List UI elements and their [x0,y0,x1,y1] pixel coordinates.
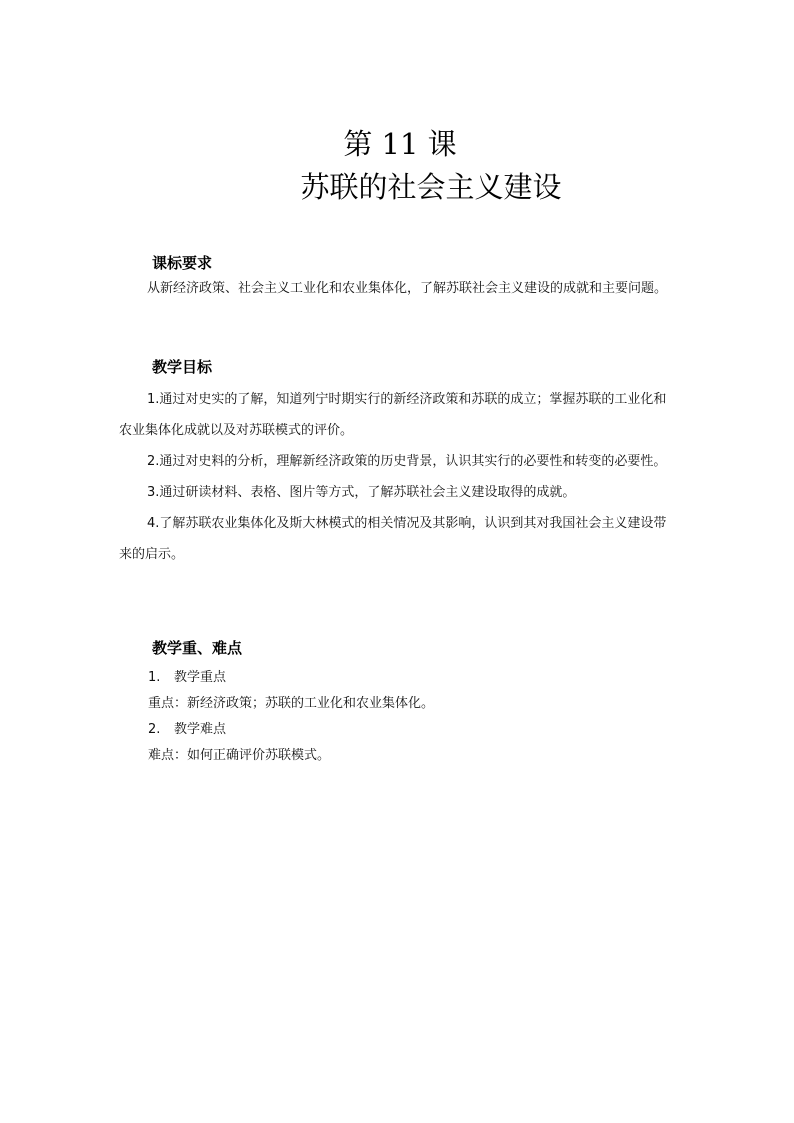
difficulty-text: 难点：如何正确评价苏联模式。 [148,748,331,763]
objectives-heading: 教学目标 [152,358,213,376]
objectives-list [119,384,679,570]
objective-item-4: 4.了解苏联农业集体化及斯大林模式的相关情况及其影响，认识到其对我国社会主义建设带来的启示。 [119,516,667,562]
objective-item-1: 1.通过对史实的了解，知道列宁时期实行的新经济政策和苏联的成立；掌握苏联的工业化和农业集体化成就以及对苏联模式的评价。 [119,392,667,438]
objective-item-3: 3.通过研读材料、表格、图片等方式，了解苏联社会主义建设取得的成就。 [147,485,576,500]
focus-label: 教学重点 [174,670,227,685]
curriculum-heading: 课标要求 [152,254,213,272]
curriculum-text: 从新经济政策、社会主义工业化和农业集体化，了解苏联社会主义建设的成就和主要问题。 [147,281,668,296]
difficulty-subheading [148,717,668,743]
lesson-number-title: 第 11 课 [343,127,457,161]
lesson-title: 苏联的社会主义建设 [300,170,562,204]
curriculum-section [119,278,679,300]
focus-subheading [148,665,668,691]
key-points-heading: 教学重、难点 [152,639,243,657]
key-points-section [148,665,668,769]
focus-number: 1. [148,670,161,685]
difficulty-label: 教学难点 [174,722,227,737]
focus-text: 重点：新经济政策；苏联的工业化和农业集体化。 [148,696,435,711]
objective-item-2: 2.通过对史料的分析，理解新经济政策的历史背景，认识其实行的必要性和转变的必要性。 [147,454,667,469]
difficulty-number: 2. [148,722,161,737]
